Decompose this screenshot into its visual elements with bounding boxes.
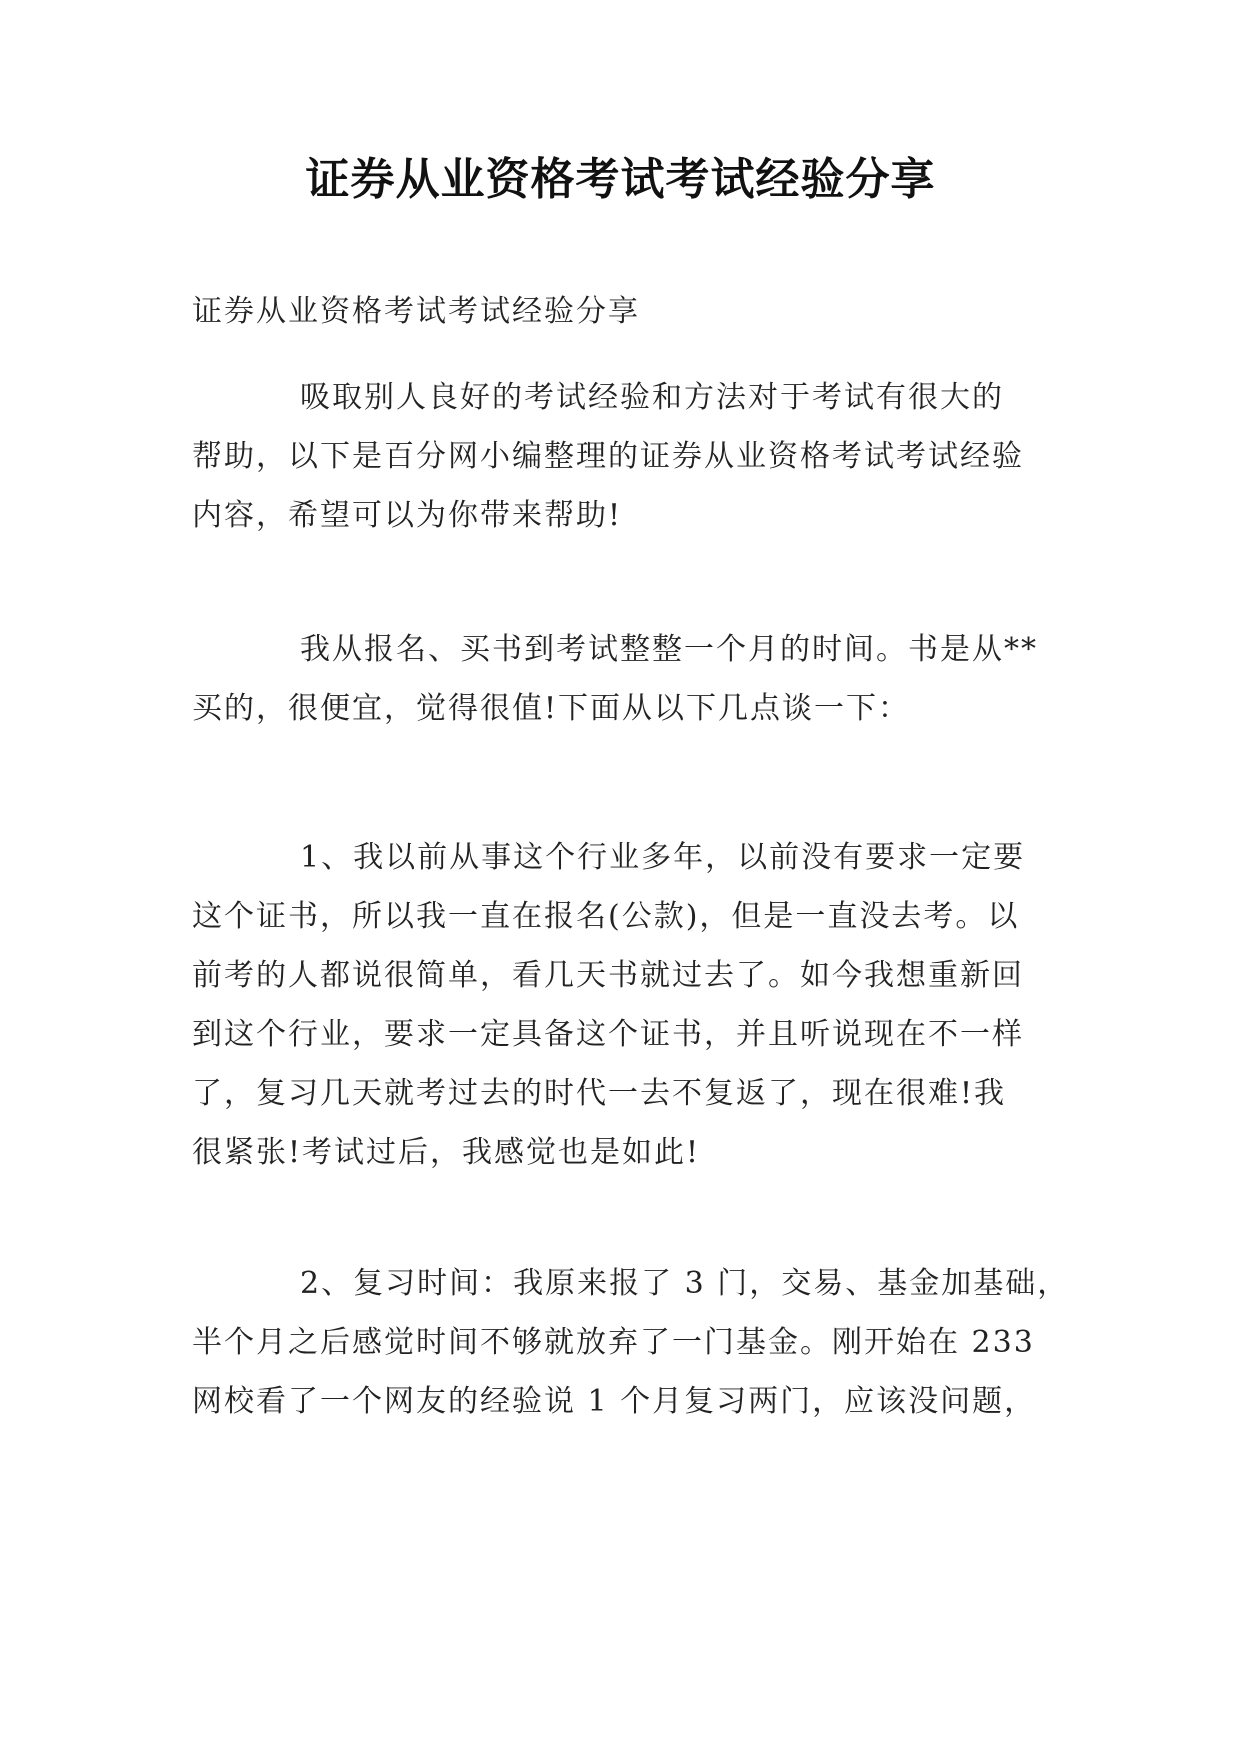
paragraph-line: 到这个行业，要求一定具备这个证书，并且听说现在不一样 [192, 1017, 1024, 1052]
paragraph-line: 买的，很便宜，觉得很值!下面从以下几点谈一下： [192, 691, 911, 726]
paragraph-line: 我从报名、买书到考试整整一个月的时间。书是从** [300, 632, 1038, 667]
paragraph-2 [192, 620, 1052, 738]
paragraph-line: 内容，希望可以为你带来帮助! [192, 498, 623, 533]
paragraph-line: 半个月之后感觉时间不够就放弃了一门基金。刚开始在 233 [192, 1325, 1035, 1360]
paragraph-3 [192, 828, 1052, 1182]
paragraph-line: 了，复习几天就考过去的时代一去不复返了，现在很难!我 [192, 1076, 1007, 1111]
document-subtitle: 证券从业资格考试考试经验分享 [192, 294, 640, 329]
paragraph-line: 这个证书，所以我一直在报名(公款)，但是一直没去考。以 [192, 899, 1020, 934]
paragraph-line: 网校看了一个网友的经验说 1 个月复习两门，应该没问题， [192, 1384, 1037, 1419]
paragraph-line: 帮助，以下是百分网小编整理的证券从业资格考试考试经验 [192, 439, 1024, 474]
paragraph-line: 很紧张!考试过后，我感觉也是如此! [192, 1135, 701, 1170]
paragraph-line: 吸取别人良好的考试经验和方法对于考试有很大的 [300, 380, 1004, 415]
paragraph-line: 前考的人都说很简单，看几天书就过去了。如今我想重新回 [192, 958, 1024, 993]
paragraph-line: 2、复习时间：我原来报了 3 门，交易、基金加基础， [300, 1266, 1070, 1301]
paragraph-line: 1、我以前从事这个行业多年，以前没有要求一定要 [300, 840, 1026, 875]
paragraph-1 [192, 368, 1052, 545]
document-title: 证券从业资格考试考试经验分享 [305, 154, 936, 205]
paragraph-4 [192, 1254, 1070, 1431]
